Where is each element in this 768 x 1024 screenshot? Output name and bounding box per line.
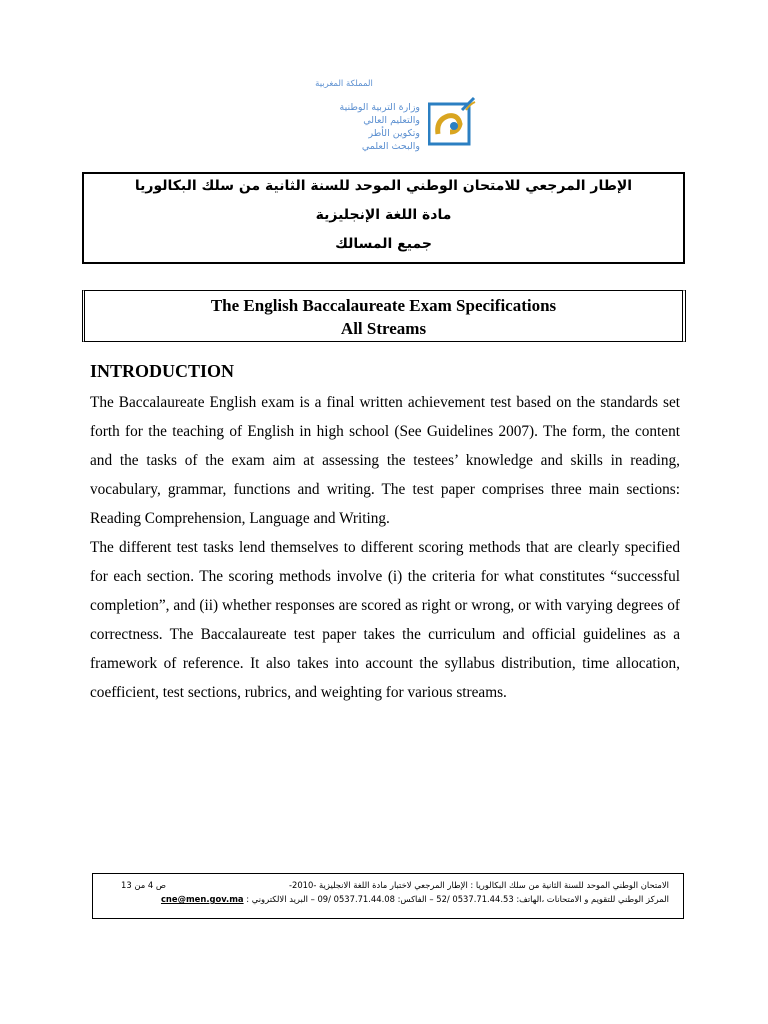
paragraph: The Baccalaureate English exam is a final written achievement test based on the standards set forth for the teaching of English in high school (See Guidelines 2007). The form, the content and the tasks of the exam aim at assessing the testees’ knowledge and skills in reading, vocabulary, grammar, functions and writing. The test paper comprises three main sections: Reading Comprehension, Language and Writing. (90, 394, 680, 527)
page-footer (92, 873, 684, 919)
email-link[interactable]: cne@men.gov.ma (160, 894, 244, 904)
ministry-logo-icon (428, 96, 476, 146)
ministry-line: والتعليم العالي (363, 115, 420, 126)
footer-contact: المركز الوطني للتقويم و الامتحانات ،الهاتف: 0537.71.44.53 /52 – الفاكس: 0537.71.44.08 /09 – البريد الالكتروني : (246, 894, 669, 904)
footer-row (123, 894, 669, 904)
ministry-line: وتكوين الأطر (368, 128, 420, 139)
ministry-line: والبحث العلمي (361, 141, 420, 152)
kingdom-name: المملكة المغربية (315, 79, 373, 89)
footer-title: الامتحان الوطني الموحد للسنة الثانية من سلك البكالوريا : الإطار المرجعي لاختبار مادة اللغة الانجليزية -2010- (288, 880, 669, 890)
ministry-header (268, 78, 420, 153)
section-heading: INTRODUCTION (90, 361, 235, 381)
arabic-title-box (82, 172, 685, 264)
arabic-streams-line: جميع المسالك (335, 236, 432, 252)
english-subtitle: All Streams (340, 319, 427, 338)
paragraph: The different test tasks lend themselves to different scoring methods that are clearly specified for each section. The scoring methods involve (i) the criteria for what constitutes “successful completion”, and (ii) whether responses are scored as right or wrong, or with varying degrees of correctness. The Baccalaureate test paper takes the curriculum and official guidelines as a framework of reference. It also takes into account the syllabus distribution, time allocation, coefficient, test sections, rubrics, and weighting for various streams. (90, 539, 680, 701)
ministry-line: وزارة التربية الوطنية (339, 102, 420, 113)
page-number: ص 4 من 13 (121, 880, 166, 890)
arabic-title-line: الإطار المرجعي للامتحان الوطني الموحد للسنة الثانية من سلك البكالوريا (134, 178, 633, 194)
footer-row (123, 880, 669, 890)
arabic-subject-line: مادة اللغة الإنجليزية (315, 207, 452, 223)
introduction-body (90, 388, 680, 707)
english-title-box (82, 290, 686, 342)
english-title: The English Baccalaureate Exam Specifications (210, 296, 557, 315)
